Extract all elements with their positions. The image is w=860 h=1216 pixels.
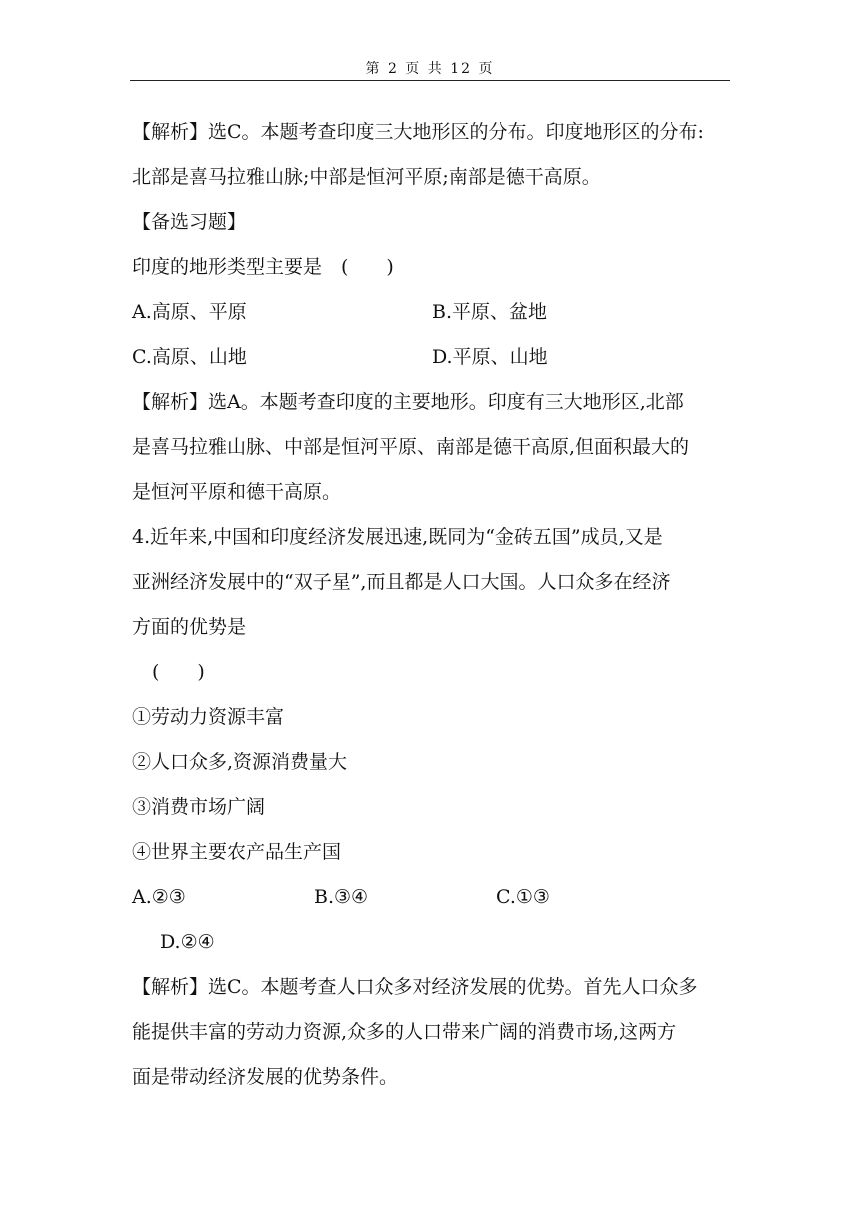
question-4-answer-paren: ( ): [152, 661, 205, 683]
question-4-line-1: 4.近年来,中国和印度经济发展迅速,既同为“金砖五国”成员,又是: [132, 526, 663, 548]
question-4-analysis-line-1: 【解析】选C。本题考查人口众多对经济发展的优势。首先人口众多: [132, 976, 698, 998]
option-c: C.高原、山地: [132, 346, 247, 368]
q4-option-c: C.①③: [496, 886, 550, 908]
option-b: B.平原、盆地: [432, 301, 548, 323]
document-body: [132, 110, 732, 1100]
backup-question-stem: 印度的地形类型主要是 ( ): [132, 256, 394, 278]
option-a: A.高原、平原: [132, 301, 247, 323]
question-4-options-row: [132, 875, 732, 920]
page-header: 第 2 页 共 12 页: [365, 61, 495, 77]
question-4-line-3: 方面的优势是: [132, 616, 247, 638]
question-4-item-1: ①劳动力资源丰富: [132, 706, 285, 728]
analysis-3-line-1: 【解析】选C。本题考查印度三大地形区的分布。印度地形区的分布:: [132, 121, 704, 143]
option-d: D.平原、山地: [432, 346, 548, 368]
backup-options-row-2: [132, 335, 732, 380]
backup-exercise-heading: 【备选习题】: [132, 211, 247, 233]
header-divider: [130, 80, 730, 81]
backup-analysis-line-2: 是喜马拉雅山脉、中部是恒河平原、南部是德干高原,但面积最大的: [132, 436, 690, 458]
backup-analysis-line-1: 【解析】选A。本题考查印度的主要地形。印度有三大地形区,北部: [132, 391, 684, 413]
question-4-item-3: ③消费市场广阔: [132, 796, 266, 818]
question-4-item-2: ②人口众多,资源消费量大: [132, 751, 348, 773]
question-4-analysis-line-2: 能提供丰富的劳动力资源,众多的人口带来广阔的消费市场,这两方: [132, 1021, 677, 1043]
question-4-analysis-line-3: 面是带动经济发展的优势条件。: [132, 1066, 399, 1088]
question-4-line-2: 亚洲经济发展中的“双子星”,而且都是人口大国。人口众多在经济: [132, 571, 671, 593]
q4-option-d: D.②④: [160, 931, 215, 953]
question-4-item-4: ④世界主要农产品生产国: [132, 841, 342, 863]
q4-option-b: B.③④: [314, 886, 369, 908]
backup-analysis-line-3: 是恒河平原和德干高原。: [132, 481, 342, 503]
q4-option-a: A.②③: [132, 886, 186, 908]
backup-options-row-1: [132, 290, 732, 335]
analysis-3-line-2: 北部是喜马拉雅山脉;中部是恒河平原;南部是德干高原。: [132, 166, 601, 188]
